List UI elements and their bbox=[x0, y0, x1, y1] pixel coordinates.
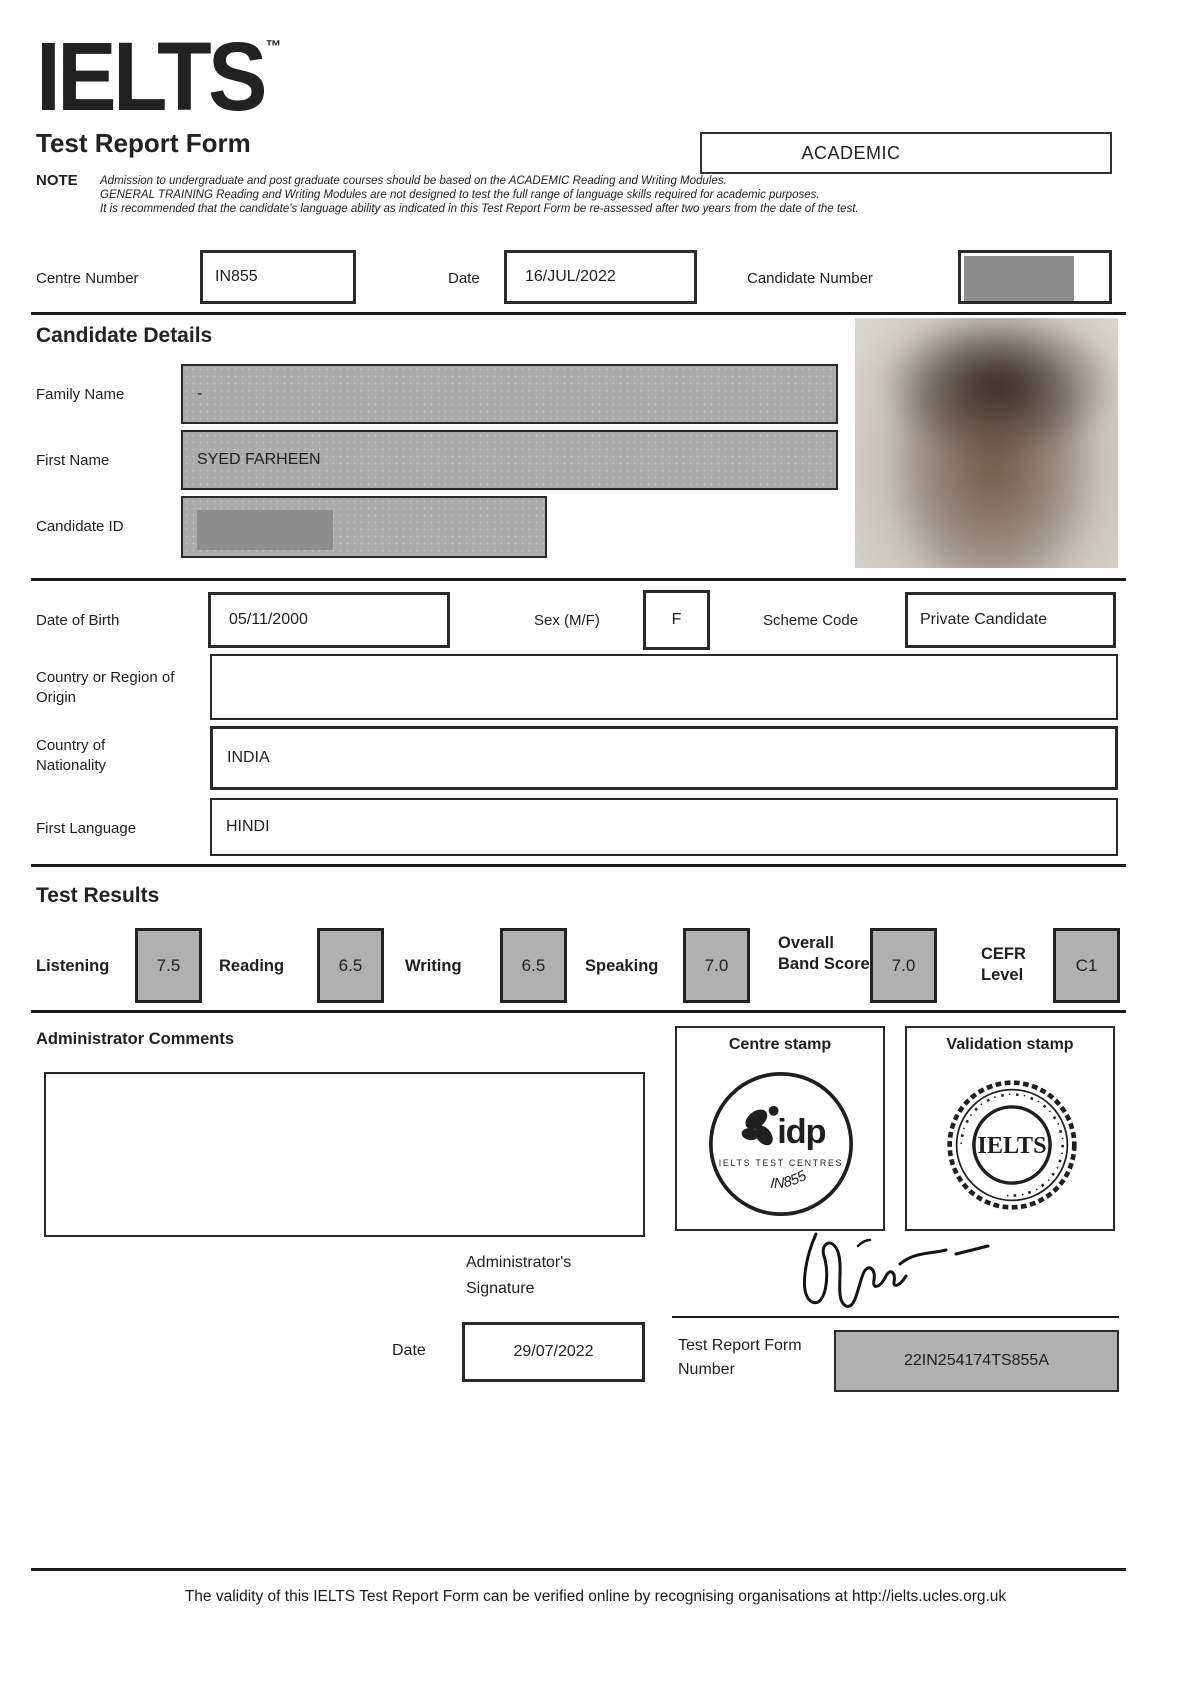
centre-number-label: Centre Number bbox=[36, 270, 139, 287]
dob-field: 05/11/2000 bbox=[208, 592, 450, 648]
candidate-number-label: Candidate Number bbox=[747, 270, 873, 287]
svg-text:IELTS: IELTS bbox=[977, 1132, 1047, 1160]
trf-number-label: Test Report Form Number bbox=[678, 1337, 802, 1378]
origin-label: Country or Region of Origin bbox=[36, 669, 175, 706]
scheme-code-field: Private Candidate bbox=[905, 592, 1116, 648]
note-label: NOTE bbox=[36, 172, 78, 189]
validation-stamp-box bbox=[905, 1026, 1115, 1231]
redaction-block bbox=[964, 256, 1074, 301]
issue-date-label: Date bbox=[392, 1342, 426, 1359]
family-name-label: Family Name bbox=[36, 386, 125, 403]
candidate-details-heading: Candidate Details bbox=[36, 324, 213, 347]
candidate-photo bbox=[855, 318, 1118, 568]
test-date-field: 16/JUL/2022 bbox=[504, 250, 697, 304]
centre-number-field: IN855 bbox=[200, 250, 356, 304]
family-name-field: - bbox=[181, 364, 838, 424]
nationality-field: INDIA bbox=[210, 726, 1118, 790]
speaking-score: 7.0 bbox=[683, 928, 750, 1003]
validation-stamp-icon bbox=[937, 1070, 1087, 1220]
first-name-label: First Name bbox=[36, 452, 110, 469]
divider bbox=[31, 312, 1126, 315]
trademark-symbol: ™ bbox=[265, 37, 282, 56]
divider bbox=[31, 864, 1126, 867]
candidate-id-label: Candidate ID bbox=[36, 518, 124, 535]
centre-stamp-box bbox=[675, 1026, 885, 1231]
speaking-label: Speaking bbox=[585, 957, 659, 975]
administrator-signature-label: Administrator's Signature bbox=[466, 1254, 572, 1297]
writing-label: Writing bbox=[405, 957, 462, 975]
overall-band-score: 7.0 bbox=[870, 928, 937, 1003]
svg-text:IELTS TEST CENTRES: IELTS TEST CENTRES bbox=[718, 1158, 844, 1169]
first-name-field: SYED FARHEEN bbox=[181, 430, 838, 490]
trf-number-field: 22IN254174TS855A bbox=[834, 1330, 1119, 1392]
centre-stamp-title: Centre stamp bbox=[728, 1036, 832, 1053]
admin-comments-box bbox=[44, 1072, 645, 1237]
centre-stamp-icon bbox=[701, 1064, 861, 1224]
listening-score: 7.5 bbox=[135, 928, 202, 1003]
candidate-number-field bbox=[958, 250, 1112, 304]
sex-field: F bbox=[643, 590, 710, 650]
divider bbox=[31, 1568, 1126, 1571]
ielts-logo: IELTS ™ bbox=[36, 22, 282, 131]
note-line-1: Admission to undergraduate and post graduate courses should be based on the ACADEMIC Reading and Writing Modules. bbox=[100, 175, 727, 187]
nationality-label: Country of Nationality bbox=[36, 737, 107, 774]
first-language-label: First Language bbox=[36, 820, 137, 837]
cefr-level-label: CEFR Level bbox=[981, 945, 1026, 984]
note-text bbox=[100, 174, 1110, 216]
cefr-level-score: C1 bbox=[1053, 928, 1120, 1003]
divider bbox=[31, 578, 1126, 581]
footer-verification-text: The validity of this IELTS Test Report Form can be verified online by recognising organisations at http://ielts.ucles.org.uk bbox=[184, 1588, 1007, 1605]
form-title: Test Report Form bbox=[36, 128, 251, 158]
validation-stamp-title: Validation stamp bbox=[946, 1036, 1074, 1053]
administrator-signature bbox=[788, 1226, 1028, 1321]
svg-text:·▪·▪·▪·▪·▪·▪·▪·▪·▪·▪·▪·▪·▪·▪·▪: ·▪·▪·▪·▪·▪·▪·▪·▪·▪·▪·▪·▪·▪·▪·▪·▪· bbox=[956, 1089, 1068, 1201]
scheme-code-label: Scheme Code bbox=[763, 612, 859, 629]
module-box: ACADEMIC bbox=[700, 132, 1112, 174]
svg-text:IN855: IN855 bbox=[769, 1168, 810, 1193]
redaction-block bbox=[197, 510, 333, 550]
admin-comments-label: Administrator Comments bbox=[36, 1030, 235, 1048]
reading-label: Reading bbox=[219, 957, 285, 975]
reading-score: 6.5 bbox=[317, 928, 384, 1003]
note-line-2: GENERAL TRAINING Reading and Writing Modules are not designed to test the full range of language skills required for academic purposes. bbox=[100, 189, 820, 201]
svg-text:idp: idp bbox=[777, 1112, 826, 1151]
origin-field bbox=[210, 654, 1118, 720]
test-results-heading: Test Results bbox=[36, 884, 160, 907]
overall-band-label: Overall Band Score bbox=[778, 934, 870, 973]
first-language-field: HINDI bbox=[210, 798, 1118, 856]
signature-line bbox=[672, 1316, 1119, 1318]
photo-blur bbox=[855, 318, 1118, 568]
listening-label: Listening bbox=[36, 957, 110, 975]
writing-score: 6.5 bbox=[500, 928, 567, 1003]
sex-label: Sex (M/F) bbox=[534, 612, 600, 629]
note-line-3: It is recommended that the candidate's language ability as indicated in this Test Report Form be re-assessed after two years from the date of the test. bbox=[100, 203, 859, 215]
dob-label: Date of Birth bbox=[36, 612, 120, 629]
divider bbox=[31, 1010, 1126, 1013]
issue-date-field: 29/07/2022 bbox=[462, 1322, 645, 1382]
test-date-label: Date bbox=[448, 270, 480, 287]
candidate-id-field bbox=[181, 496, 547, 558]
